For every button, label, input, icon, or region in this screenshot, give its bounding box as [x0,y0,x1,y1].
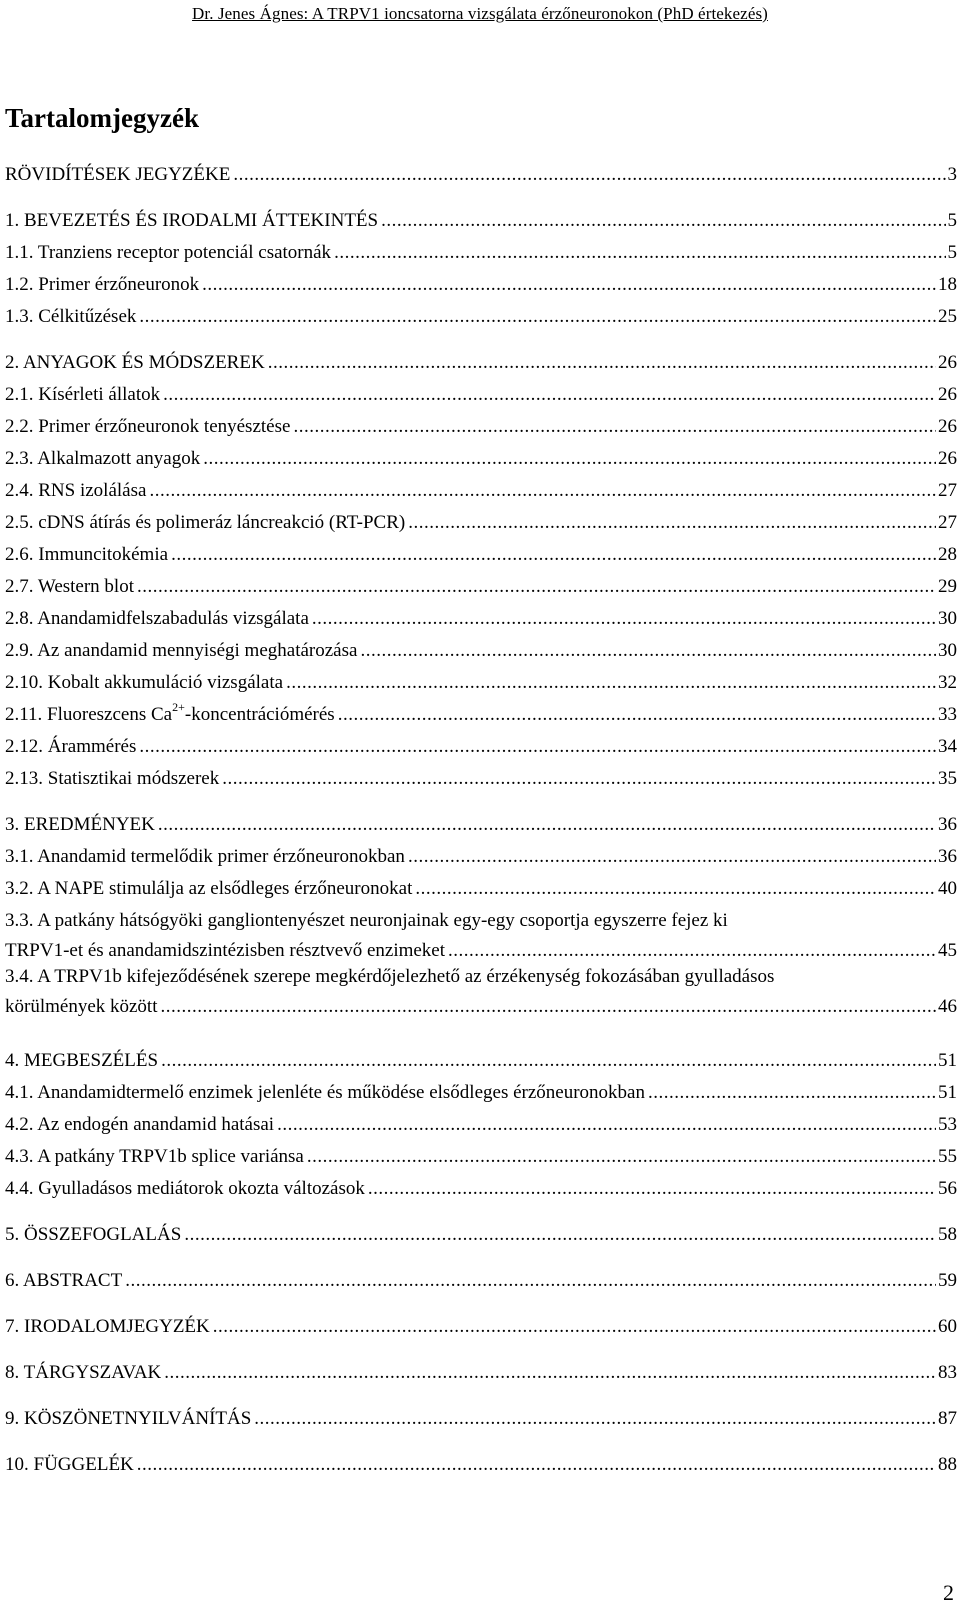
toc-entry-page: 36 [938,814,957,835]
toc-entry-page: 30 [938,608,957,629]
running-header: Dr. Jenes Ágnes: A TRPV1 ioncsatorna vizsgálata érzőneuronokon (PhD értekezés) [192,4,768,23]
toc-entry-page: 27 [938,512,957,533]
dot-leader [408,843,936,871]
toc-entry-materials-methods[interactable] [5,349,957,377]
dot-leader [408,509,936,537]
dot-leader [158,811,936,839]
toc-entry-page: 34 [938,736,957,757]
toc-entry-label: 1.2. Primer érzőneuronok [5,274,200,295]
toc-entry-4-4[interactable] [5,1175,957,1203]
toc-entry-2-9[interactable] [5,637,957,665]
page-title: Tartalomjegyzék [5,103,199,133]
toc-entry-label: 1. BEVEZETÉS ÉS IRODALMI ÁTTEKINTÉS [5,210,379,231]
toc-entry-page: 87 [938,1408,957,1429]
toc-entry-page: 83 [938,1362,957,1383]
dot-leader [184,1221,936,1249]
toc-entry-acknowledgements[interactable] [5,1405,957,1433]
toc-entry-label: 1.3. Célkitűzések [5,306,137,327]
toc-entry-discussion[interactable] [5,1047,957,1075]
toc-entry-label: 6. ABSTRACT [5,1270,123,1291]
toc-entry-label: 2.6. Immuncitokémia [5,544,169,565]
dot-leader [139,733,936,761]
dot-leader [233,161,945,189]
toc-entry-label-continued: TRPV1-et és anandamidszintézisben résztvevő enzimeket [5,940,446,961]
toc-entry-label: 4.1. Anandamidtermelő enzimek jelenléte és működése elsődleges érzőneuronokban [5,1082,645,1103]
toc-entry-2-1[interactable] [5,381,957,409]
toc-entry-appendix[interactable] [5,1451,957,1479]
toc-entry-page: 5 [947,210,957,231]
toc-entry-2-7[interactable] [5,573,957,601]
toc-entry-label: 4. MEGBESZÉLÉS [5,1050,159,1071]
toc-entry-2-12[interactable] [5,733,957,761]
dot-leader [312,605,936,633]
dot-leader [125,1267,936,1295]
toc-entry-2-10[interactable] [5,669,957,697]
dot-leader [368,1175,936,1203]
toc-entry-label: 2.7. Western blot [5,576,134,597]
toc-entry-label: 2.9. Az anandamid mennyiségi meghatározása [5,640,358,661]
dot-leader [334,239,945,267]
toc-entry-label: 3.2. A NAPE stimulálja az elsődleges érzőneuronokat [5,878,413,899]
toc-entry-label: 2.10. Kobalt akkumuláció vizsgálata [5,672,284,693]
toc-entry-label-end: -koncentrációmérés [184,704,335,725]
dot-leader [268,349,936,377]
toc-entry-3-3[interactable] [5,907,957,965]
toc-entry-3-4[interactable] [5,963,957,1021]
dot-leader [415,875,936,903]
toc-entry-2-4[interactable] [5,477,957,505]
dot-leader [149,477,936,505]
toc-entry-4-1[interactable] [5,1079,957,1107]
toc-entry-label: 3.4. A TRPV1b kifejeződésének szerepe megkérdőjelezhető az érzékenység fokozásában gyulladásos [5,966,775,987]
dot-leader [163,381,936,409]
toc-entry-label: 2.4. RNS izolálása [5,480,147,501]
toc-entry-label: 8. TÁRGYSZAVAK [5,1362,162,1383]
toc-entry-label-continued: körülmények között [5,996,158,1017]
dot-leader [360,637,936,665]
toc-entry-1-3[interactable] [5,303,957,331]
dot-leader [139,303,936,331]
toc-entry-page: 29 [938,576,957,597]
toc-entry-label: 10. FÜGGELÉK [5,1454,134,1475]
toc-entry-page: 35 [938,768,957,789]
toc-entry-label: 4.4. Gyulladásos mediátorok okozta változások [5,1178,365,1199]
toc-entry-2-13[interactable] [5,765,957,793]
toc-entry-label: 4.2. Az endogén anandamid hatásai [5,1114,275,1135]
toc-entry-page: 18 [938,274,957,295]
dot-leader [161,993,937,1021]
dot-leader [307,1143,936,1171]
toc-entry-results[interactable] [5,811,957,839]
dot-leader [203,445,936,473]
toc-entry-page: 46 [938,996,957,1017]
toc-entry-page: 36 [938,846,957,867]
toc-entry-page: 55 [938,1146,957,1167]
toc-entry-abbreviations[interactable] [5,161,957,189]
toc-entry-label: 9. KÖSZÖNETNYILVÁNÍTÁS [5,1408,252,1429]
toc-entry-page: 40 [938,878,957,899]
toc-entry-2-11[interactable] [5,701,957,729]
toc-entry-page: 51 [938,1050,957,1071]
dot-leader [137,1451,936,1479]
toc-entry-page: 58 [938,1224,957,1245]
dot-leader [254,1405,936,1433]
toc-entry-label: 2.13. Statisztikai módszerek [5,768,220,789]
toc-entry-label: 3.1. Anandamid termelődik primer érzőneuronokban [5,846,405,867]
toc-entry-page: 88 [938,1454,957,1475]
toc-entry-label: 3.3. A patkány hátsógyöki gangliontenyészet neuronjainak egy-egy csoportja egyszerre fejez ki [5,910,728,931]
toc-entry-2-3[interactable] [5,445,957,473]
toc-entry-2-6[interactable] [5,541,957,569]
toc-entry-4-3[interactable] [5,1143,957,1171]
toc-entry-2-5[interactable] [5,509,957,537]
toc-entry-page: 27 [938,480,957,501]
dot-leader [448,937,936,965]
toc-entry-label: 1.1. Tranziens receptor potenciál csatornák [5,242,332,263]
dot-leader [293,413,936,441]
toc-entry-page: 53 [938,1114,957,1135]
toc-entry-page: 51 [938,1082,957,1103]
toc-entry-references[interactable] [5,1313,957,1341]
toc-entry-label [5,701,335,729]
dot-leader [164,1359,936,1387]
toc-entry-label: 2.1. Kísérleti állatok [5,384,161,405]
toc-entry-3-2[interactable] [5,875,957,903]
toc-entry-1-2[interactable] [5,271,957,299]
dot-leader [161,1047,936,1075]
dot-leader [277,1111,936,1139]
dot-leader [171,541,936,569]
toc-entry-label: 2.8. Anandamidfelszabadulás vizsgálata [5,608,309,629]
toc-entry-label: 2.3. Alkalmazott anyagok [5,448,201,469]
toc-entry-page: 26 [938,352,957,373]
toc-entry-label-start: 2.11. Fluoreszcens Ca [5,704,173,725]
toc-entry-4-2[interactable] [5,1111,957,1139]
dot-leader [213,1313,936,1341]
toc-entry-keywords[interactable] [5,1359,957,1387]
toc-entry-label: 2. ANYAGOK ÉS MÓDSZEREK [5,352,265,373]
toc-entry-page: 56 [938,1178,957,1199]
toc-entry-label: 3. EREDMÉNYEK [5,814,155,835]
toc-entry-label: 2.2. Primer érzőneuronok tenyésztése [5,416,291,437]
toc-entry-2-2[interactable] [5,413,957,441]
dot-leader [137,573,936,601]
toc-entry-page: 3 [947,164,957,185]
toc-entry-page: 45 [938,940,957,961]
toc-entry-page: 60 [938,1316,957,1337]
toc-entry-page: 26 [938,448,957,469]
toc-entry-label: 2.5. cDNS átírás és polimeráz láncreakció (RT-PCR) [5,512,406,533]
dot-leader [202,271,936,299]
toc-entry-label: 4.3. A patkány TRPV1b splice variánsa [5,1146,304,1167]
toc-entry-page: 25 [938,306,957,327]
dot-leader [222,765,936,793]
toc-entry-page: 28 [938,544,957,565]
toc-entry-3-1[interactable] [5,843,957,871]
toc-entry-page: 30 [938,640,957,661]
toc-entry-page: 5 [947,242,957,263]
toc-entry-page: 59 [938,1270,957,1291]
toc-entry-label: RÖVIDÍTÉSEK JEGYZÉKE [5,164,231,185]
toc-entry-page: 26 [938,384,957,405]
dot-leader [381,207,945,235]
toc-entry-summary[interactable] [5,1221,957,1249]
toc-entry-2-8[interactable] [5,605,957,633]
toc-entry-page: 32 [938,672,957,693]
toc-entry-label: 7. IRODALOMJEGYZÉK [5,1316,210,1337]
dot-leader [648,1079,936,1107]
toc-entry-page: 33 [938,704,957,725]
toc-entry-1-1[interactable] [5,239,957,267]
toc-entry-label: 2.12. Árammérés [5,736,137,757]
toc-entry-label: 5. ÖSSZEFOGLALÁS [5,1224,182,1245]
dot-leader [286,669,936,697]
toc-entry-introduction[interactable] [5,207,957,235]
toc-entry-abstract[interactable] [5,1267,957,1295]
dot-leader [338,701,936,729]
page-number: 2 [943,1580,954,1605]
superscript-charge: 2+ [172,699,185,714]
toc-entry-page: 26 [938,416,957,437]
